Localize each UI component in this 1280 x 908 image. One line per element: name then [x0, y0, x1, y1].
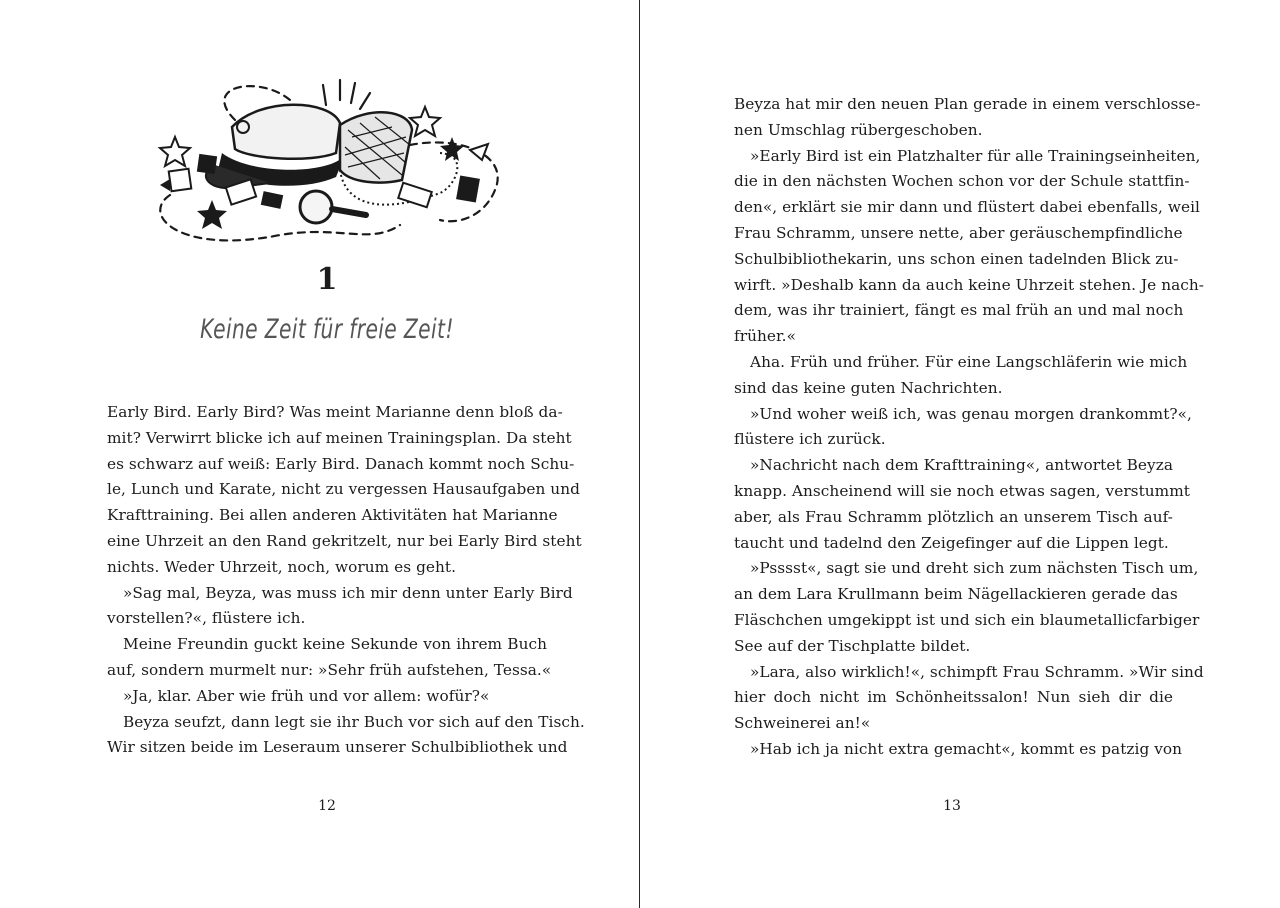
chapter-number: 1 — [316, 262, 338, 297]
text-line: »Sag mal, Beyza, was muss ich mir denn unter Early Bird — [123, 583, 573, 602]
text-line: flüstere ich zurück. — [734, 430, 886, 449]
text-line: taucht und tadelnd den Zeigefinger auf die Lippen legt. — [734, 533, 1169, 552]
left-page-body — [107, 400, 585, 761]
text-line: knapp. Anscheinend will sie noch etwas sagen, verstummt — [734, 481, 1190, 500]
chapter-title: Keine Zeit für freie Zeit! — [200, 314, 454, 345]
text-line: Frau Schramm, unsere nette, aber geräuschempfindliche — [734, 223, 1183, 242]
text-line: auf, sondern murmelt nur: »Sehr früh aufstehen, Tessa.« — [107, 660, 552, 679]
text-line: See auf der Tischplatte bildet. — [734, 636, 971, 655]
text-line: »Lara, also wirklich!«, schimpft Frau Schramm. »Wir sind — [750, 662, 1204, 681]
text-line: an dem Lara Krullmann beim Nägellackieren gerade das — [734, 585, 1178, 604]
text-line: Early Bird. Early Bird? Was meint Marianne denn bloß da- — [107, 403, 563, 421]
right-page — [641, 0, 1280, 908]
text-line: nen Umschlag rübergeschoben. — [734, 120, 983, 139]
text-line: mit? Verwirrt blicke ich auf meinen Trainingsplan. Da steht — [107, 428, 572, 447]
text-line: »Hab ich ja nicht extra gemacht«, kommt es patzig von — [750, 739, 1183, 758]
text-line: sind das keine guten Nachrichten. — [734, 378, 1003, 397]
text-line: es schwarz auf weiß: Early Bird. Danach kommt noch Schu- — [107, 454, 575, 473]
chapter-illustration — [140, 75, 510, 245]
text-line: Fläschchen umgekippt ist und sich ein blaumetallicfarbiger — [734, 610, 1200, 629]
text-line: Schweinerei an!« — [734, 714, 871, 733]
text-line: le, Lunch und Karate, nicht zu vergessen Hausaufgaben und — [107, 480, 580, 499]
text-line: Wir sitzen beide im Leseraum unserer Schulbibliothek und — [107, 738, 568, 757]
text-line: die in den nächsten Wochen schon vor der Schule stattfin- — [734, 172, 1190, 191]
text-line: nichts. Weder Uhrzeit, noch, worum es geht. — [107, 557, 457, 576]
text-line: Aha. Früh und früher. Für eine Langschläferin wie mich — [750, 352, 1188, 371]
text-line: den«, erklärt sie mir dann und flüstert dabei ebenfalls, weil — [734, 198, 1200, 217]
text-line: Krafttraining. Bei allen anderen Aktivitäten hat Marianne — [107, 506, 558, 525]
right-page-body — [734, 92, 1204, 763]
text-line: »Ja, klar. Aber wie früh und vor allem: wofür?« — [123, 686, 490, 705]
text-line: Meine Freundin guckt keine Sekunde von ihrem Buch — [123, 635, 547, 654]
text-line: Beyza hat mir den neuen Plan gerade in einem verschlosse- — [734, 95, 1201, 113]
text-line: hier doch nicht im Schönheitssalon! Nun sieh dir die — [734, 688, 1173, 707]
text-line: wirft. »Deshalb kann da auch keine Uhrzeit stehen. Je nach- — [734, 275, 1204, 294]
text-line: eine Uhrzeit an den Rand gekritzelt, nur bei Early Bird steht — [107, 531, 582, 550]
text-line: »Early Bird ist ein Platzhalter für alle Trainingseinheiten, — [750, 146, 1201, 165]
page-number: 13 — [943, 798, 961, 814]
text-line: »Und woher weiß ich, was genau morgen drankommt?«, — [750, 404, 1192, 423]
text-line: »Psssst«, sagt sie und dreht sich zum nächsten Tisch um, — [750, 559, 1199, 578]
page-number: 12 — [318, 798, 336, 814]
text-line: dem, was ihr trainiert, fängt es mal früh an und mal noch — [734, 301, 1184, 320]
text-line: früher.« — [734, 327, 796, 346]
text-line: aber, als Frau Schramm plötzlich an unserem Tisch auf- — [734, 507, 1173, 526]
text-line: Schulbibliothekarin, uns schon einen tadelnden Blick zu- — [734, 249, 1179, 268]
text-line: vorstellen?«, flüstere ich. — [107, 609, 306, 628]
text-line: »Nachricht nach dem Krafttraining«, antwortet Beyza — [750, 456, 1173, 475]
text-line: Beyza seufzt, dann legt sie ihr Buch vor sich auf den Tisch. — [123, 712, 585, 731]
